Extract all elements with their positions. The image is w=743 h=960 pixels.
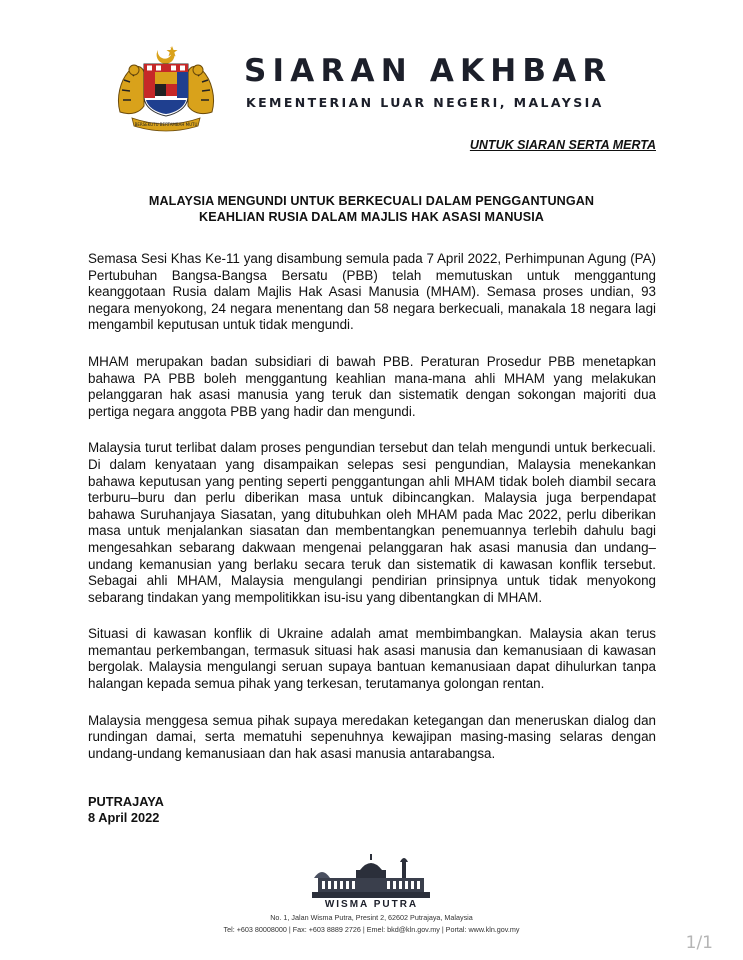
footer-building-name: WISMA PUTRA	[324, 899, 419, 910]
headline-line-2: KEAHLIAN RUSIA DALAM MAJLIS HAK ASASI MANUSIA	[199, 210, 544, 224]
paragraph-5: Malaysia menggesa semua pihak supaya meredakan ketegangan dan meneruskan dialog dan rundingan damai, serta mematuhi sepenuhnya kewajipan masing-masing selaras dengan undang-undang kemanusiaan dan hak asasi manusia antarabangsa.	[88, 712, 656, 761]
signoff-date: 8 April 2022	[88, 810, 160, 825]
headline	[90, 193, 653, 225]
paragraph-1: Semasa Sesi Khas Ke-11 yang disambung semula pada 7 April 2022, Perhimpunan Agung (PA) Pertubuhan Bangsa-Bangsa Bersatu (PBB) telah memutuskan untuk menggantung keanggotaan Rusia dalam Majlis Hak Asasi Manusia (MHAM). Semasa proses undian, 93 negara menyokong, 24 negara menentang dan 58 negara berkecuali, manakala 18 negara lagi mengambil keputusan untuk tidak mengundi.	[88, 251, 656, 333]
ministry-name: KEMENTERIAN LUAR NEGERI, MALAYSIA	[246, 95, 604, 110]
body-text	[88, 251, 656, 782]
signoff-place: PUTRAJAYA	[88, 794, 164, 809]
paragraph-3: Malaysia turut terlibat dalam proses pengundian tersebut dan telah mengundi untuk berkecuali. Di dalam kenyataan yang disampaikan selepas sesi pengundian, Malaysia menekankan bahawa keputusan yang penting seperti penggantungan ahli MHAM tidak boleh diambil secara terburu–buru dan perlu diberikan masa untuk dibincangkan. Malaysia juga berpendapat bahawa Suruhanjaya Siasatan, yang ditubuhkan oleh MHAM pada Mac 2022, perlu diberikan masa untuk menjalankan siasatan dan membentangkan penemuannya terlebih dahulu bagi mengesahkan sebarang dakwaan mengenai pelanggaran hak asasi manusia dan undang–undang kemanusian yang berlaku secara teruk dan sistematik di kawasan konflik tersebut. Sebagai ahli MHAM, Malaysia mengulangi pendirian prinsipnya untuk tidak menyokong sebarang tindakan yang mempolitikkan isu-isu yang dibentangkan di MHAM.	[88, 440, 656, 605]
headline-line-1: MALAYSIA MENGUNDI UNTUK BERKECUALI DALAM PENGGANTUNGAN	[148, 194, 595, 208]
paragraph-2: MHAM merupakan badan subsidiari di bawah PBB. Peraturan Prosedur PBB menetapkan bahawa PA PBB boleh menggantung keahlian mana-mana ahli MHAM yang melakukan pelanggaran hak asasi manusia yang teruk dan sistematik dengan sokongan majoriti dua pertiga negara anggota PBB yang hadir dan mengundi.	[88, 353, 656, 419]
paragraph-4: Situasi di kawasan konflik di Ukraine adalah amat membimbangkan. Malaysia akan terus memantau perkembangan, termasuk situasi hak asasi manusia dan kemanusiaan di kawasan bergolak. Malaysia mengulangi seruan supaya bantuan kemanusiaan dapat dihulurkan tanpa halangan kepada semua pihak yang terkesan, terutamanya golongan rentan.	[88, 626, 656, 692]
footer-address: No. 1, Jalan Wisma Putra, Presint 2, 62602 Putrajaya, Malaysia	[270, 913, 473, 922]
wisma-putra-building-icon	[312, 854, 430, 898]
signoff	[88, 794, 164, 826]
release-tag: UNTUK SIARAN SERTA MERTA	[469, 138, 656, 152]
crest-motto: BERSEKUTU BERTAMBAH MUTU	[134, 122, 198, 127]
footer-contact: Tel: +603 80008000 | Fax: +603 8889 2726 | Emel: bkd@kln.gov.my | Portal: www.kln.gov.my	[223, 925, 520, 934]
press-release-title: SIARAN AKHBAR	[244, 53, 613, 89]
page-indicator: 1/1	[685, 933, 713, 953]
malaysia-coat-of-arms-icon	[110, 40, 222, 132]
